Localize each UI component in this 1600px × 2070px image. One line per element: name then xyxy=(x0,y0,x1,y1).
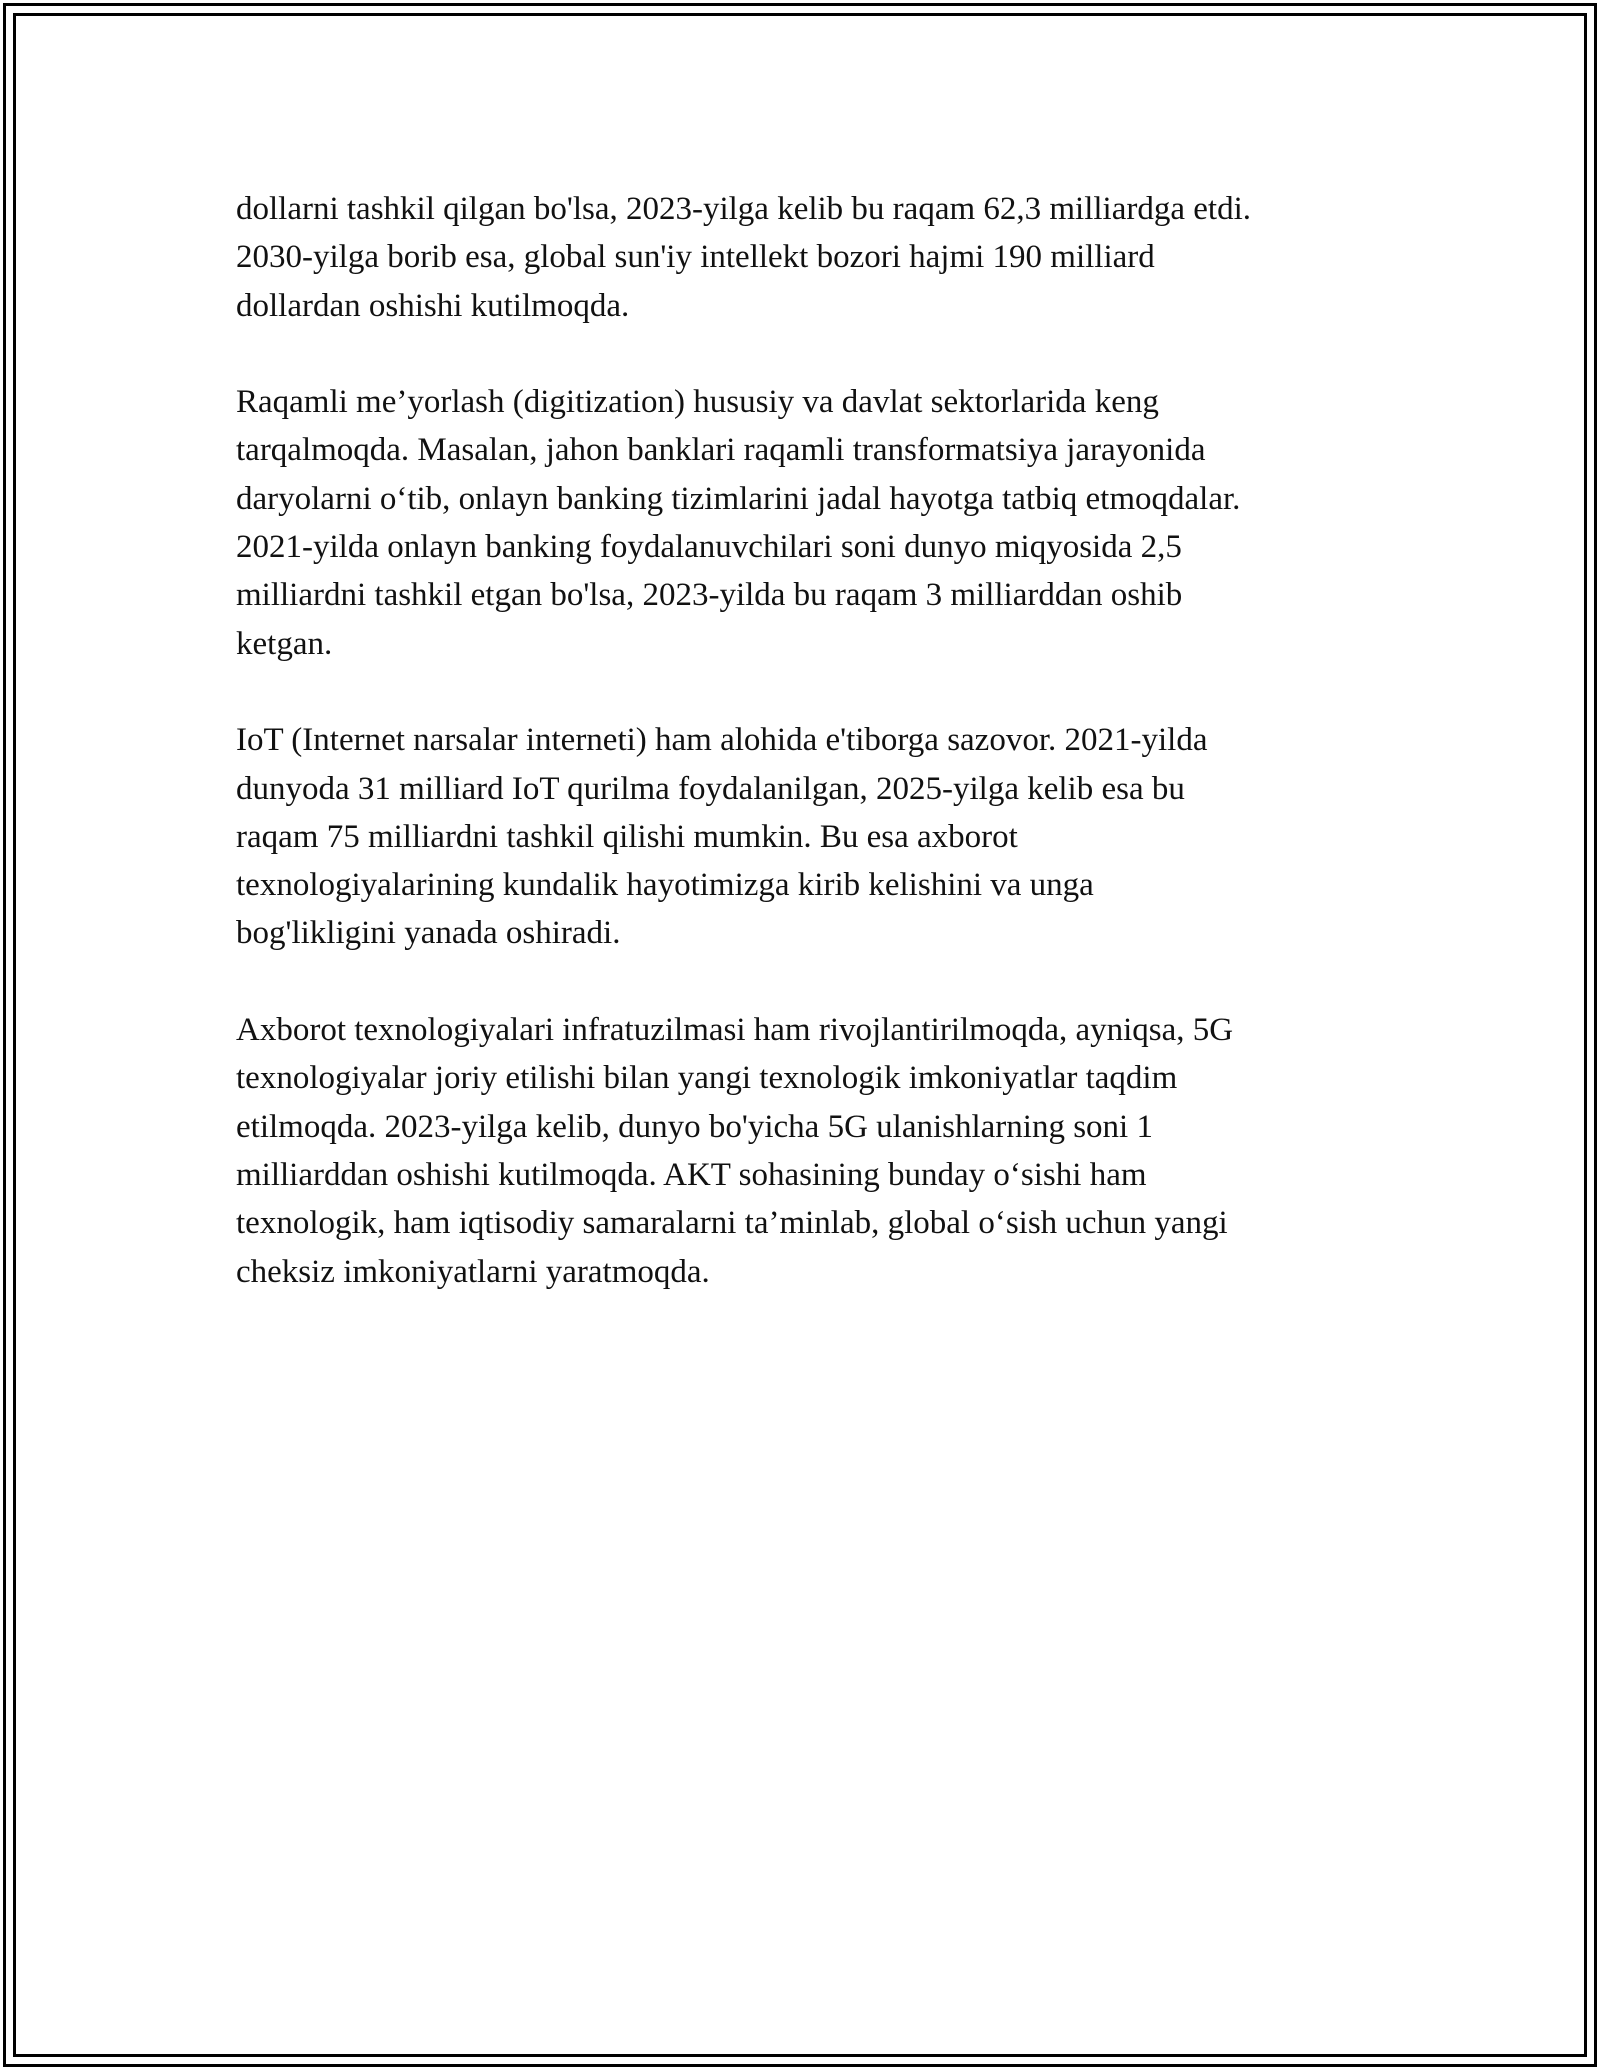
paragraph-5g-infrastructure: Axborot texnologiyalari infratuzilmasi ham rivojlantirilmoqda, ayniqsa, 5G texnologiyalar joriy etilishi bilan yangi texnologik imkoniyatlar taqdim etilmoqda. 2023-yilga kelib, dunyo bo'yicha 5G ulanishlarning soni 1 milliarddan oshishi kutilmoqda. AKT sohasining bunday o‘sishi ham texnologik, ham iqtisodiy samaralarni ta’minlab, global o‘sish uchun yangi cheksiz imkoniyatlarni yaratmoqda. xyxy=(236,1012,1234,1290)
document-body xyxy=(236,185,1376,1344)
paragraph-ai-market: dollarni tashkil qilgan bo'lsa, 2023-yilga kelib bu raqam 62,3 milliardga etdi. 2030-yilga borib esa, global sun'iy intellekt bozori hajmi 190 milliard dollardan oshishi kutilmoqda. xyxy=(236,191,1251,324)
paragraph-iot: IoT (Internet narsalar interneti) ham alohida e'tiborga sazovor. 2021-yilda dunyoda 31 milliard IoT qurilma foydalanilgan, 2025-yilga kelib esa bu raqam 75 milliardni tashkil qilishi mumkin. Bu esa axborot texnologiyalarining kundalik hayotimizga kirib kelishini va unga bog'likligini yanada oshiradi. xyxy=(236,722,1208,952)
paragraph-digitization: Raqamli me’yorlash (digitization) hususiy va davlat sektorlarida keng tarqalmoqda. Masalan, jahon banklari raqamli transformatsiya jarayonida daryolarni o‘tib, onlayn banking tizimlarini jadal hayotga tatbiq etmoqdalar. 2021-yilda onlayn banking foydalanuvchilari soni dunyo miqyosida 2,5 milliardni tashkil etgan bo'lsa, 2023-yilda bu raqam 3 milliarddan oshib ketgan. xyxy=(236,384,1241,662)
